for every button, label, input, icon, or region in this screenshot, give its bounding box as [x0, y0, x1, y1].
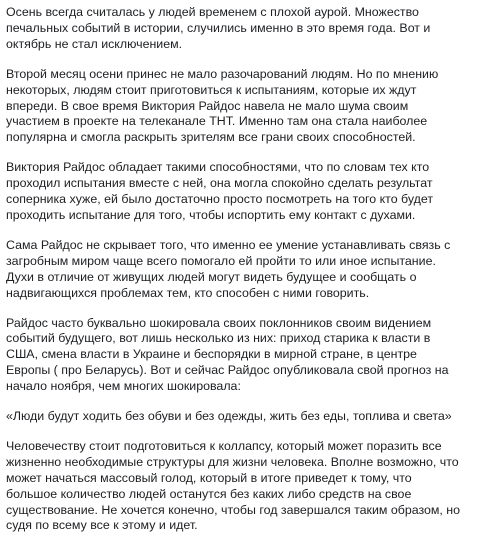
paragraph-autumn-intro: Осень всегда считалась у людей временем с плохой аурой. Множество печальных событий в истории, случились именно в это время года. Вот и октябрь не стал исключением.	[6, 5, 431, 51]
paragraph-quote: «Люди будут ходить без обуви и без одежды, жить без еды, топлива и света»	[6, 409, 452, 424]
paragraph-predictions: Райдос часто буквально шокировала своих поклонников своим видением событий будущего, вот лишь несколько из них: приход старика к власти в США, смена власти в Украине и беспорядки в мирной стране, в центре Европы ( про Беларусь). Вот и сейчас Райдос опубликовала свой прогноз на начало ноября, чем многих шокировала:	[6, 315, 449, 394]
paragraph-collapse: Человечеству стоит подготовиться к коллапсу, который может поразить все жизненно необходимые структуры для жизни человека. Вполне возможно, что может начаться массовый голод, который в итоге приведет к тому, что большое количество людей останутся без каких либо средств на свое существование. Не хочется конечно, чтобы год завершался таким образом, но судя по всему все к этому и идет.	[6, 438, 461, 533]
paragraph-abilities: Виктория Райдос обладает такими способностями, что по словам тех кто проходил испытания вместе с ней, она могла спокойно сделать результат соперника хуже, ей было достаточно просто посмотреть на того кто будет проходить испытание для того, чтобы испортить ему контакт с духами.	[6, 160, 434, 222]
paragraph-spirits: Сама Райдос не скрывает того, что именно ее умение устанавливать связь с загробным миром чаще всего помогало ей пройти то или иное испытание. Духи в отличие от живущих людей могут видеть будущее и сообщать о надвигающихся проблемах тем, кто способен с ними говорить.	[6, 237, 451, 300]
paragraph-second-month: Второй месяц осени принес не мало разочарований людям. Но по мнению некоторых, людям стоит приготовиться к испытаниям, которые их ждут впереди. В свое время Виктория Райдос навела не мало шума своим участием в проекте на телеканале ТНТ. Именно там она стала наиболее популярна и смогла раскрыть зрителям все грани своих способностей.	[6, 66, 439, 145]
